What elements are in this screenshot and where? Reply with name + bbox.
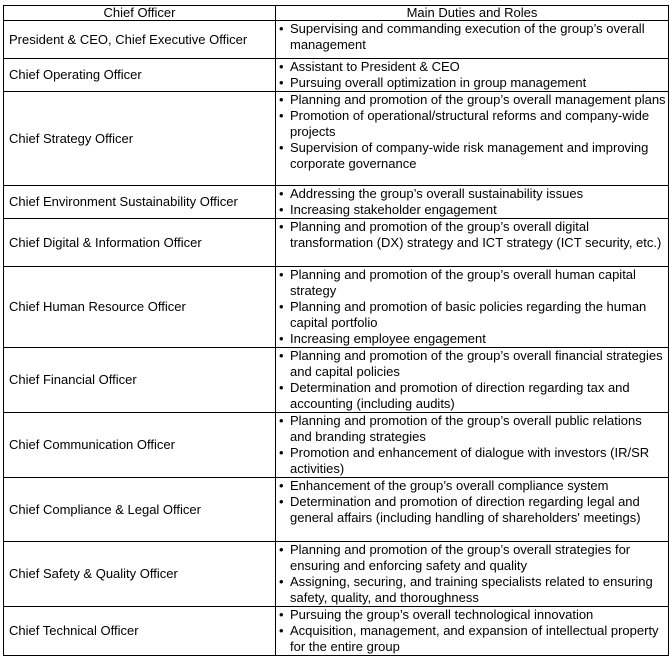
bullet-icon: • bbox=[279, 108, 284, 123]
table-row bbox=[4, 607, 669, 656]
bullet-icon: • bbox=[279, 331, 284, 346]
duty-text: Pursuing the group’s overall technological innovation bbox=[290, 607, 594, 622]
bullet-icon: • bbox=[279, 267, 284, 282]
duties-list bbox=[279, 413, 666, 477]
bullet-icon: • bbox=[279, 21, 284, 36]
list-item bbox=[279, 219, 666, 251]
list-item bbox=[279, 202, 666, 218]
duties-cell bbox=[276, 542, 669, 607]
duty-text: Planning and promotion of the group’s overall strategies for ensuring and enforcing safety and quality bbox=[290, 542, 631, 573]
duty-text: Planning and promotion of the group’s overall public relations and branding strategies bbox=[290, 413, 642, 444]
officer-title-cell: Chief Compliance & Legal Officer bbox=[4, 478, 276, 542]
duty-text: Planning and promotion of the group’s overall financial strategies and capital policies bbox=[290, 348, 663, 379]
officer-title-cell: Chief Strategy Officer bbox=[4, 92, 276, 186]
officer-title-cell: Chief Human Resource Officer bbox=[4, 267, 276, 348]
table-row bbox=[4, 542, 669, 607]
officer-title-cell: Chief Safety & Quality Officer bbox=[4, 542, 276, 607]
duty-text: Planning and promotion of the group’s overall human capital strategy bbox=[290, 267, 636, 298]
officer-title-cell: Chief Financial Officer bbox=[4, 348, 276, 413]
duties-cell bbox=[276, 267, 669, 348]
officer-title-cell: Chief Environment Sustainability Officer bbox=[4, 186, 276, 219]
duty-text: Acquisition, management, and expansion of intellectual property for the entire group bbox=[290, 623, 659, 654]
duties-cell bbox=[276, 219, 669, 267]
officer-title-cell: Chief Digital & Information Officer bbox=[4, 219, 276, 267]
duty-text: Enhancement of the group’s overall compliance system bbox=[290, 478, 609, 493]
bullet-icon: • bbox=[279, 478, 284, 493]
list-item bbox=[279, 574, 666, 606]
table-row bbox=[4, 413, 669, 478]
duty-text: Increasing stakeholder engagement bbox=[290, 202, 497, 217]
duty-text: Assistant to President & CEO bbox=[290, 59, 460, 74]
list-item bbox=[279, 21, 666, 53]
table-body bbox=[4, 21, 669, 656]
list-item bbox=[279, 59, 666, 75]
list-item bbox=[279, 331, 666, 347]
table-row bbox=[4, 267, 669, 348]
duties-list bbox=[279, 92, 666, 172]
table-row bbox=[4, 186, 669, 219]
duties-cell bbox=[276, 348, 669, 413]
table-row bbox=[4, 21, 669, 59]
list-item bbox=[279, 478, 666, 494]
list-item bbox=[279, 186, 666, 202]
officer-title-cell: President & CEO, Chief Executive Officer bbox=[4, 21, 276, 59]
bullet-icon: • bbox=[279, 140, 284, 155]
duties-list bbox=[279, 542, 666, 606]
bullet-icon: • bbox=[279, 542, 284, 557]
bullet-icon: • bbox=[279, 59, 284, 74]
duties-cell bbox=[276, 21, 669, 59]
duty-text: Planning and promotion of the group’s overall management plans bbox=[290, 92, 666, 107]
duties-cell bbox=[276, 478, 669, 542]
list-item bbox=[279, 607, 666, 623]
bullet-icon: • bbox=[279, 494, 284, 509]
bullet-icon: • bbox=[279, 92, 284, 107]
officer-title-cell: Chief Communication Officer bbox=[4, 413, 276, 478]
list-item bbox=[279, 445, 666, 477]
duties-cell bbox=[276, 59, 669, 92]
list-item bbox=[279, 140, 666, 172]
duty-text: Increasing employee engagement bbox=[290, 331, 486, 346]
table-row bbox=[4, 92, 669, 186]
duties-cell bbox=[276, 92, 669, 186]
duties-list bbox=[279, 267, 666, 347]
list-item bbox=[279, 380, 666, 412]
officer-title-cell: Chief Operating Officer bbox=[4, 59, 276, 92]
list-item bbox=[279, 542, 666, 574]
list-item bbox=[279, 108, 666, 140]
bullet-icon: • bbox=[279, 202, 284, 217]
officer-roles-document bbox=[3, 5, 669, 656]
bullet-icon: • bbox=[279, 75, 284, 90]
bullet-icon: • bbox=[279, 219, 284, 234]
duties-cell bbox=[276, 413, 669, 478]
officer-title-cell: Chief Technical Officer bbox=[4, 607, 276, 656]
duty-text: Planning and promotion of the group’s overall digital transformation (DX) strategy and ICT strategy (ICT security, etc.) bbox=[290, 219, 662, 250]
bullet-icon: • bbox=[279, 413, 284, 428]
bullet-icon: • bbox=[279, 348, 284, 363]
table-row bbox=[4, 59, 669, 92]
duty-text: Pursuing overall optimization in group management bbox=[290, 75, 587, 90]
table-header-row bbox=[4, 6, 669, 21]
table-row bbox=[4, 348, 669, 413]
duty-text: Determination and promotion of direction regarding tax and accounting (including audits) bbox=[290, 380, 630, 411]
duty-text: Promotion of operational/structural reforms and company-wide projects bbox=[290, 108, 650, 139]
list-item bbox=[279, 267, 666, 299]
table-row bbox=[4, 478, 669, 542]
officer-roles-table bbox=[3, 5, 669, 656]
bullet-icon: • bbox=[279, 380, 284, 395]
duties-list bbox=[279, 59, 666, 91]
table-row bbox=[4, 219, 669, 267]
duties-list bbox=[279, 348, 666, 412]
header-chief-officer: Chief Officer bbox=[4, 6, 276, 21]
duties-list bbox=[279, 21, 666, 53]
bullet-icon: • bbox=[279, 607, 284, 622]
list-item bbox=[279, 75, 666, 91]
bullet-icon: • bbox=[279, 574, 284, 589]
bullet-icon: • bbox=[279, 186, 284, 201]
duty-text: Planning and promotion of basic policies regarding the human capital portfolio bbox=[290, 299, 647, 330]
duty-text: Supervision of company-wide risk management and improving corporate governance bbox=[290, 140, 649, 171]
list-item bbox=[279, 92, 666, 108]
duties-list bbox=[279, 607, 666, 655]
bullet-icon: • bbox=[279, 445, 284, 460]
list-item bbox=[279, 623, 666, 655]
bullet-icon: • bbox=[279, 299, 284, 314]
list-item bbox=[279, 299, 666, 331]
duties-list bbox=[279, 219, 666, 251]
duties-list bbox=[279, 478, 666, 526]
duty-text: Determination and promotion of direction regarding legal and general affairs (including handling of shareholders' meetings) bbox=[290, 494, 641, 525]
duties-cell bbox=[276, 186, 669, 219]
header-main-duties: Main Duties and Roles bbox=[276, 6, 669, 21]
duty-text: Supervising and commanding execution of the group’s overall management bbox=[290, 21, 645, 52]
bullet-icon: • bbox=[279, 623, 284, 638]
duty-text: Addressing the group’s overall sustainability issues bbox=[290, 186, 584, 201]
duties-cell bbox=[276, 607, 669, 656]
list-item bbox=[279, 348, 666, 380]
duties-list bbox=[279, 186, 666, 218]
duty-text: Promotion and enhancement of dialogue with investors (IR/SR activities) bbox=[290, 445, 650, 476]
list-item bbox=[279, 494, 666, 526]
duty-text: Assigning, securing, and training specialists related to ensuring safety, quality, and thoroughness bbox=[290, 574, 653, 605]
list-item bbox=[279, 413, 666, 445]
